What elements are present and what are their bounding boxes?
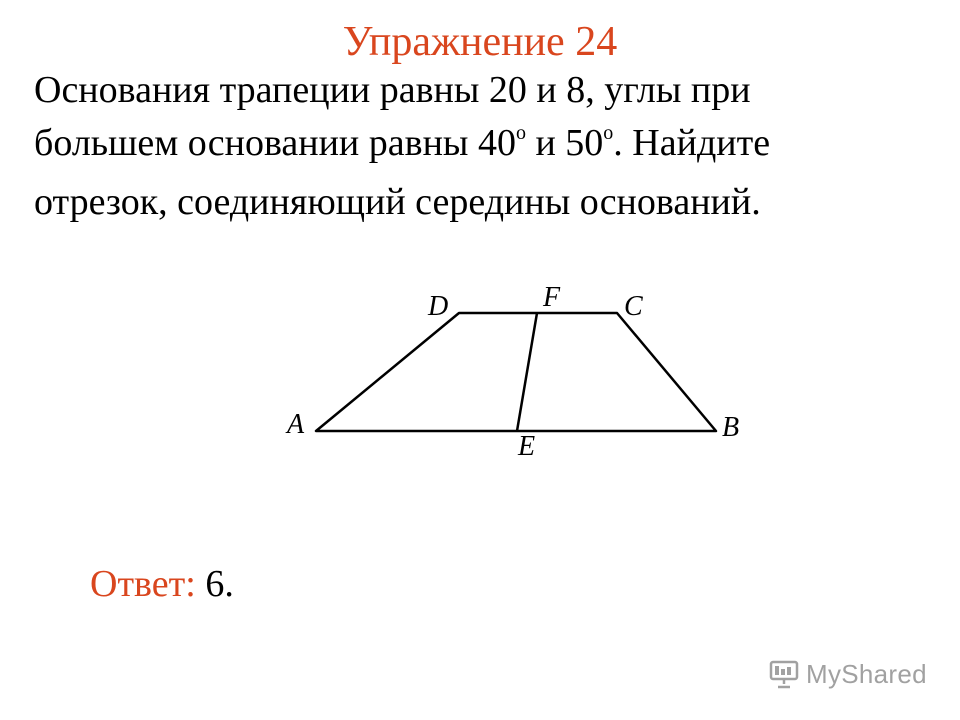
- segment-ef: [517, 313, 537, 431]
- answer-value: 6.: [205, 563, 234, 605]
- watermark-text: MyShared: [806, 658, 927, 689]
- slide-title: Упражнение 24: [342, 19, 618, 65]
- label-b: B: [722, 412, 740, 443]
- problem-line-2c: . Найдите: [613, 122, 771, 164]
- problem-line-2a: большем основании равны 40: [34, 122, 516, 164]
- problem-line-1: Основания трапеции равны 20 и 8, углы при: [34, 69, 751, 111]
- label-a: A: [287, 409, 305, 440]
- projector-screen-icon: [768, 658, 800, 690]
- watermark: [768, 656, 927, 692]
- label-e: E: [518, 431, 536, 462]
- trapezoid-abcd: [316, 313, 716, 431]
- degree-mark-2: о: [603, 122, 614, 144]
- answer-label: Ответ:: [90, 563, 196, 605]
- label-f: F: [543, 282, 561, 313]
- degree-mark-1: о: [515, 122, 526, 144]
- answer: [90, 558, 234, 610]
- problem-line-3: отрезок, соединяющий середины оснований.: [34, 181, 761, 223]
- problem-line-2b: и 50: [525, 122, 604, 164]
- label-d: D: [428, 291, 449, 322]
- label-c: C: [624, 291, 643, 322]
